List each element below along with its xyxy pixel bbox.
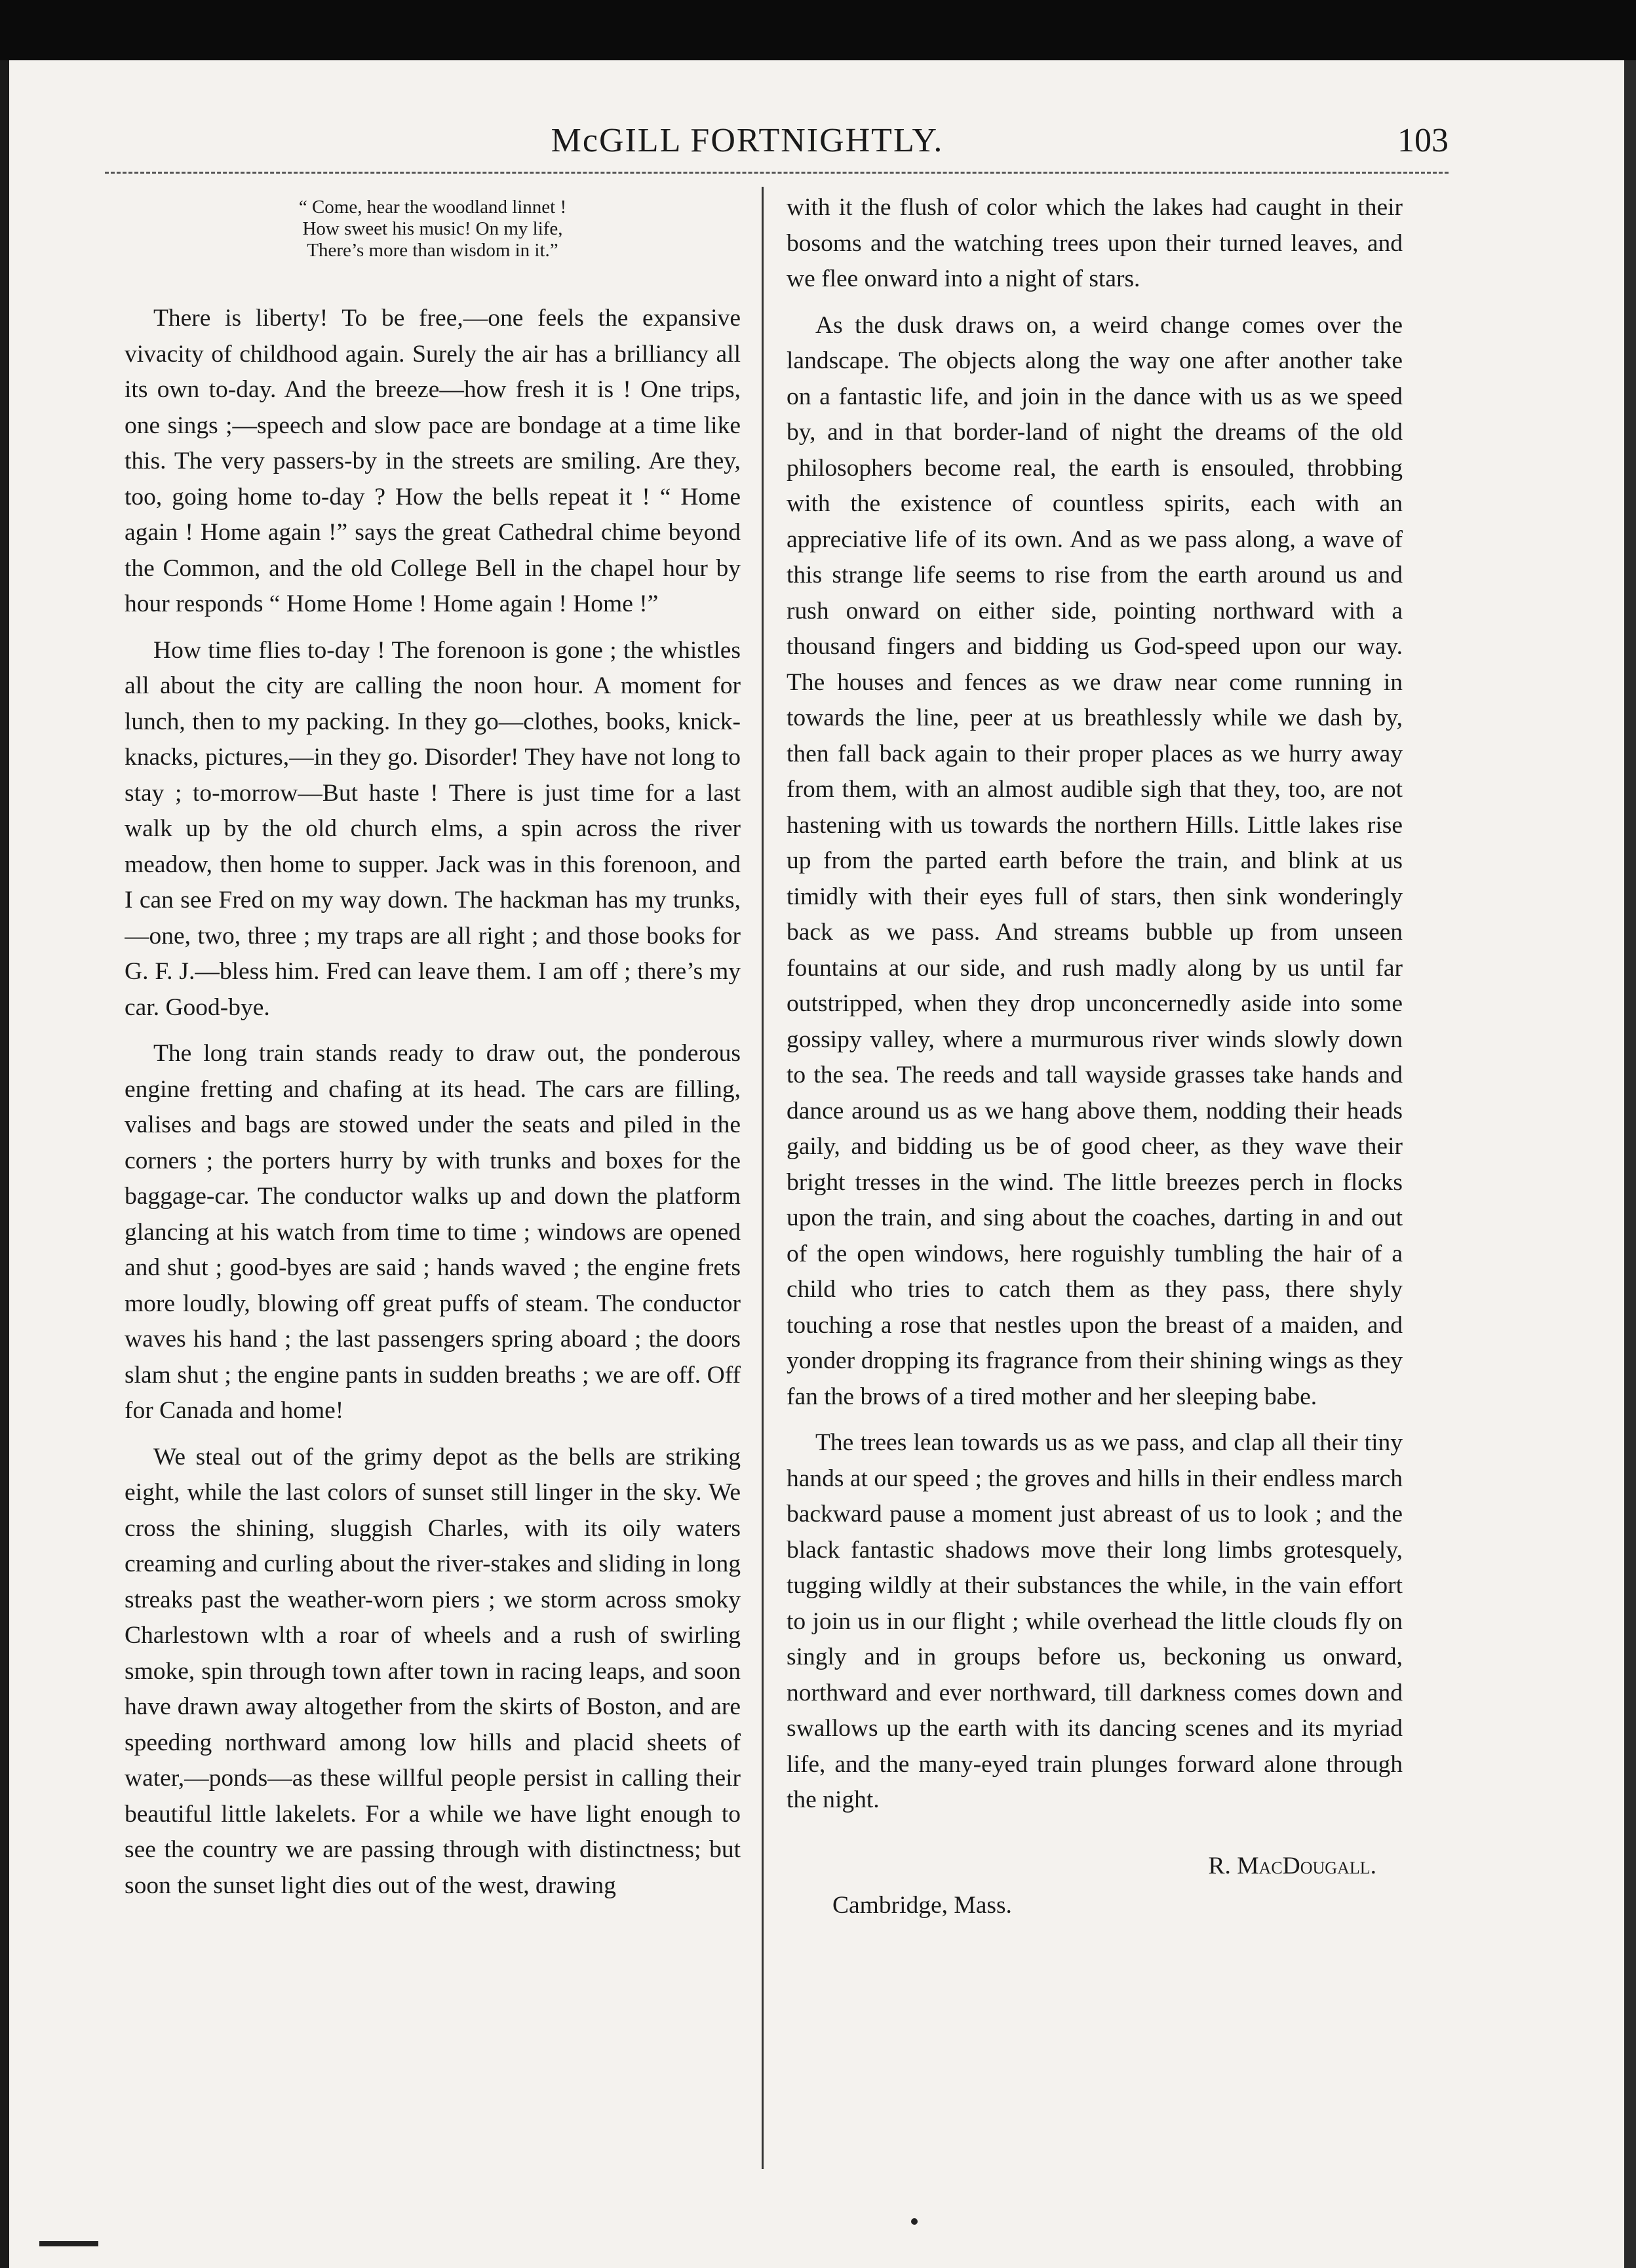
paragraph: The trees lean towards us as we pass, and clap all their tiny hands at our speed ; the groves and hills in their endless march backward pause a moment just abreast of us to look ; and the black fantastic shadows move their long limbs grotesquely, tugging wildly at their substances the while, in the vain effort to join us in our flight ; while overhead the little clouds fly on singly and in groups before us, beckoning us onward, northward and ever northward, till darkness comes down and swallows up the earth with its dancing scenes and its myriad life, and the many-eyed train plunges forward alone through the night. — [787, 1429, 1403, 1813]
paragraph-continuation: with it the flush of color which the lakes had caught in their bosoms and the watching trees upon their turned leaves, and we flee onward into a night of stars. — [787, 194, 1403, 292]
epigraph — [125, 197, 741, 261]
left-page-edge — [0, 60, 9, 2268]
column-divider — [762, 187, 764, 2169]
epigraph-line: “ Come, hear the woodland linnet ! — [298, 197, 567, 218]
left-column — [125, 190, 741, 2169]
paragraph: How time flies to-day ! The forenoon is gone ; the whistles all about the city are calling the noon hour. A moment for lunch, then to my packing. In they go—clothes, books, knick-knacks, pictures,—in they go. Disorder! They have not long to stay ; to-morrow—But haste ! There is just time for a last walk up by the old church elms, a spin across the river meadow, then home to supper. Jack was in this forenoon, and I can see Fred on my way down. The hackman has my trunks,—one, two, three ; my traps are all right ; and those books for G. F. J.—bless him. Fred can leave them. I am off ; there’s my car. Good-bye. — [125, 636, 741, 1021]
corner-scan-mark — [39, 2241, 98, 2246]
paragraph: The long train stands ready to draw out, the ponderous engine fretting and chafing at its head. The cars are filling, valises and bags are stowed under the seats and piled in the corners ; the porters hurry by with trunks and boxes for the baggage-car. The conductor walks up and down the platform glancing at his watch from time to time ; windows are opened and shut ; good-byes are said ; hands waved ; the engine frets more loudly, blowing off great puffs of steam. The conductor waves his hand ; the last passengers spring aboard ; the doors slam shut ; the engine pants in sudden breaths ; we are off. Off for Canada and home! — [125, 1040, 741, 1424]
header-rule — [105, 172, 1449, 174]
print-speck — [911, 2218, 918, 2225]
running-title: McGILL FORTNIGHTLY. — [551, 122, 944, 159]
author-signature: R. MacDougall. — [1208, 1852, 1376, 1879]
epigraph-line: There’s more than wisdom in it.” — [307, 240, 558, 261]
epigraph-line: How sweet his music! On my life, — [302, 218, 563, 239]
page-number: 103 — [1397, 122, 1449, 159]
paragraph: As the dusk draws on, a weird change comes over the landscape. The objects along the way one after another take on a fantastic life, and join in the dance with us as we speed by, and in that border-land of night the dreams of the old philosophers become real, the earth is ensouled, throbbing with the existence of countless spirits, each with an appreciative life of its own. And as we pass along, a wave of this strange life seems to rise from the earth around us and rush onward on either side, pointing northward with a thousand fingers and bidding us God-speed upon our way. The houses and fences as we draw near come running in towards the line, peer at us breathlessly while we dash by, then fall back again to their proper places as we hurry away from them, with an almost audible sigh that they, too, are not hastening with us towards the northern Hills. Little lakes rise up from the parted earth before the train, and blink at us timidly with their eyes full of stars, then sink wonderingly back as we pass. And streams bubble up from unseen fountains at our side, and rush madly along by us until far outstripped, when they drop unconcernedly aside into some gossipy valley, where a murmurous river winds slowly down to the sea. The reeds and tall wayside grasses take hands and dance around us as we hang above them, nodding their heads gaily, and bidding us be of good cheer, as they wave their bright tresses in the wind. The little breezes perch in flocks upon the train, and sing about the coaches, darting in and out of the open windows, here roguishly tumbling the hair of a child who tries to catch them as they pass, there shyly touching a rose that nestles upon the breast of a maiden, and yonder dropping its fragrance from their shining wings as they fan the brows of a tired mother and her sleeping babe. — [787, 311, 1403, 1410]
right-page-edge — [1624, 60, 1636, 2268]
page-header — [46, 118, 1449, 164]
right-column — [787, 190, 1403, 2169]
paragraph: We steal out of the grimy depot as the bells are striking eight, while the last colors of sunset still linger in the sky. We cross the shining, sluggish Charles, with its oily waters creaming and curling about the river-stakes and sliding in long streaks past the weather-worn piers ; we storm across smoky Charlestown wlth a roar of wheels and a rush of swirling smoke, spin through town after town in racing leaps, and soon have drawn away altogether from the skirts of Boston, and are speeding northward among low hills and placid sheets of water,—ponds—as these willful people persist in calling their beautiful little lakelets. For a while we have light enough to see the country we are passing through with distinctness; but soon the sunset light dies out of the west, drawing — [125, 1443, 741, 1899]
paragraph: There is liberty! To be free,—one feels the expansive vivacity of childhood again. Surely the air has a brilliancy all its own to-day. And the breeze—how fresh it is ! One trips, one sings ;—speech and slow pace are bondage at a time like this. The very passers-by in the streets are smiling. Are they, too, going home to-day ? How the bells repeat it ! “ Home again ! Home again !” says the great Cathedral chime beyond the Common, and the old College Bell in the chapel hour by hour responds “ Home Home ! Home again ! Home !” — [125, 305, 741, 617]
place-line: Cambridge, Mass. — [832, 1892, 1012, 1919]
top-border-band — [0, 0, 1636, 60]
